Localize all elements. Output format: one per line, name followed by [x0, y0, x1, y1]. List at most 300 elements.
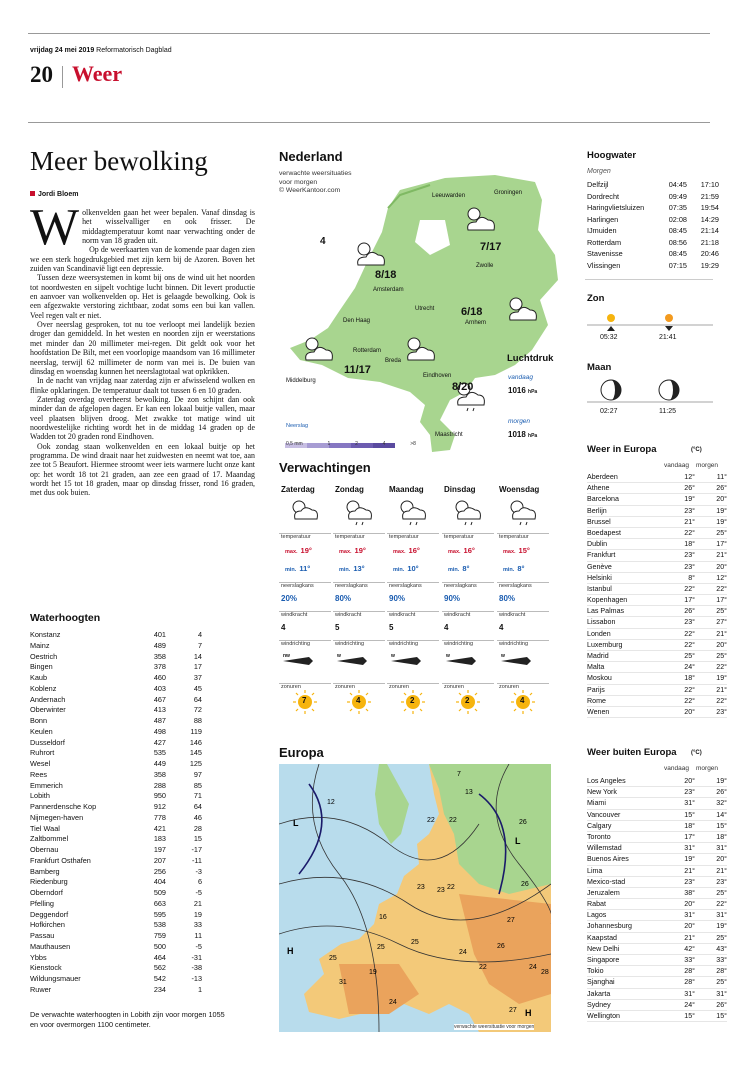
dropcap: W: [30, 199, 80, 256]
table-cell: IJmuiden: [587, 226, 617, 235]
richting-label: windrichting: [335, 641, 365, 647]
table-cell: 19:29: [700, 260, 719, 270]
table-row: [587, 798, 727, 809]
zon-label: zonuren: [281, 684, 301, 690]
table-row: [30, 716, 202, 727]
table-cell: Berlijn: [587, 506, 607, 515]
table-cell: -5: [195, 888, 202, 897]
table-row: [587, 821, 727, 832]
table-row: [587, 832, 727, 843]
table-cell: 467: [153, 694, 166, 704]
article-paragraph: olkenvelden gaan het weer bepalen. Vanaf dinsdag is het wisselvalliger en ook frisser. De middagtemperatuur komt naar verwachting onder de norm van 18 graden uit.: [82, 208, 255, 246]
temp-southwest: 11/17: [344, 364, 371, 376]
sunrise-icon: [607, 314, 615, 322]
table-cell: 17°: [684, 596, 695, 605]
table-cell: 32°: [716, 799, 727, 808]
table-cell: 19°: [716, 506, 727, 515]
table-cell: 17:10: [700, 180, 719, 189]
table-cell: Passau: [30, 931, 55, 940]
table-row: [30, 630, 202, 641]
section-title: Weer: [72, 61, 123, 86]
forecast-icon: [387, 497, 439, 531]
table-cell: Nijmegen-haven: [30, 812, 84, 822]
table-cell: 24°: [684, 1000, 695, 1009]
table-cell: 498: [153, 726, 166, 736]
table-row: [30, 748, 202, 759]
table-cell: 25°: [716, 607, 727, 616]
table-cell: 950: [153, 791, 166, 801]
table-cell: -11: [191, 855, 202, 865]
temp-amsterdam: 8/18: [375, 269, 397, 281]
forecast-day-name: Maandag: [389, 485, 424, 494]
europe-temp-label: 31: [339, 979, 347, 986]
table-cell: 26°: [716, 788, 727, 797]
table-cell: New York: [587, 788, 617, 797]
table-cell: Calgary: [587, 821, 612, 830]
table-cell: Willemstad: [587, 844, 622, 853]
forecast-kans: 90%: [389, 594, 406, 603]
table-row: [587, 179, 727, 191]
forecast-wind: 4: [444, 623, 449, 632]
table-cell: Parijs: [587, 685, 605, 694]
table-cell: 20:46: [700, 249, 719, 258]
table-cell: 912: [153, 802, 166, 811]
table-row: [30, 845, 202, 856]
kans-label: neerslagkans: [444, 583, 477, 589]
table-cell: Brussel: [587, 517, 611, 526]
table-cell: 26°: [684, 607, 695, 616]
table-row: [587, 595, 727, 606]
luchtdruk-vandaag: 1016 hPa: [508, 386, 538, 395]
luchtdruk-morgen-label: morgen: [508, 418, 531, 425]
europe-temp-label: 26: [497, 943, 505, 950]
table-cell: 37: [193, 673, 202, 682]
nederland-subtitle: verwachte weersituaties voor morgen © WeerKantoor.com: [279, 170, 352, 194]
europe-temp-label: 23: [437, 887, 445, 894]
wind-label: windkracht: [499, 612, 526, 618]
table-cell: 401: [153, 630, 166, 639]
table-cell: 358: [153, 769, 166, 779]
richting-label: windrichting: [444, 641, 474, 647]
europe-map: [279, 764, 551, 1032]
table-cell: 21°: [716, 866, 727, 875]
table-cell: 26°: [684, 484, 695, 493]
page-dateline: vrijdag 24 mei 2019 Reformatorisch Dagblad: [30, 47, 172, 54]
article-paragraph: Tussen deze weersystemen in komt bij ons de wind uit het noorden tot noordwesten en sijpelt vochtige lucht binnen. Dit levert productie en aanvoer van wolkenvelden op. Het is gelaagde bewolking. Ook is een afgezwakte verstoring zichtbaar, zodat soms een bui kan vallen. Veel regen valt er niet.: [30, 273, 255, 320]
table-cell: 20°: [684, 900, 695, 909]
table-cell: 11: [194, 931, 202, 940]
rain-cloud-icon: [393, 497, 433, 527]
table-cell: Moskou: [587, 674, 612, 683]
table-cell: 07:15: [668, 260, 687, 270]
table-cell: Jeruzalem: [587, 888, 620, 897]
europe-temp-label: 19: [369, 969, 377, 976]
table-cell: 31°: [716, 911, 727, 920]
europa-col-morgen: morgen: [696, 462, 719, 469]
table-row: [30, 759, 202, 770]
table-cell: 22°: [716, 663, 727, 672]
verwachtingen-title: Verwachtingen: [279, 460, 371, 475]
table-row: [30, 684, 202, 695]
table-row: [587, 640, 727, 651]
table-cell: 21:59: [700, 191, 719, 201]
table-cell: -5: [195, 941, 202, 951]
table-row: [587, 260, 727, 272]
table-cell: Emmerich: [30, 780, 63, 790]
table-row: [587, 573, 727, 584]
table-cell: Barcelona: [587, 495, 619, 504]
europe-temp-label: 7: [457, 771, 461, 778]
table-cell: 07:35: [668, 203, 687, 212]
table-cell: 23°: [684, 506, 695, 515]
table-row: [587, 1011, 727, 1022]
table-cell: 02:08: [668, 214, 687, 224]
table-row: [587, 866, 727, 877]
table-cell: Tokio: [587, 967, 604, 976]
kans-label: neerslagkans: [281, 583, 314, 589]
table-cell: 358: [153, 651, 166, 661]
table-cell: 46: [193, 812, 202, 822]
table-cell: 17: [193, 662, 202, 672]
table-cell: 14:29: [700, 214, 719, 224]
table-cell: 31°: [684, 844, 695, 853]
richting-label: windrichting: [389, 641, 419, 647]
forecast-kans: 80%: [499, 594, 516, 603]
top-rule: [28, 33, 710, 34]
table-cell: Ybbs: [30, 952, 47, 962]
forecast-kans: 20%: [281, 594, 298, 603]
table-cell: Keulen: [30, 726, 53, 736]
table-cell: Deggendorf: [30, 909, 69, 919]
table-row: [587, 787, 727, 798]
sun-cloud-icon: [285, 497, 325, 527]
forecast-wind: 4: [281, 623, 286, 632]
city-amsterdam: Amsterdam: [373, 287, 404, 293]
table-row: [587, 899, 727, 910]
europe-temp-label: 24: [459, 949, 467, 956]
europe-temp-label: 22: [427, 817, 435, 824]
europe-temp-label: 16: [379, 914, 387, 921]
table-cell: Ruhrort: [30, 748, 55, 758]
temp-label: temperatuur: [499, 534, 529, 540]
table-cell: Lobith: [30, 791, 50, 801]
table-cell: Obernau: [30, 845, 59, 854]
table-cell: Riedenburg: [30, 877, 68, 887]
table-cell: 464: [153, 952, 166, 962]
table-row: [30, 791, 202, 802]
table-cell: Johannesburg: [587, 922, 632, 931]
table-cell: Genève: [587, 562, 612, 571]
europe-temp-label: 27: [509, 1007, 517, 1014]
table-cell: 197: [153, 845, 166, 854]
table-cell: Andernach: [30, 694, 66, 704]
table-row: [587, 662, 727, 673]
table-cell: 23°: [684, 618, 695, 627]
buiten-col-morgen: morgen: [696, 765, 719, 772]
table-row: [587, 854, 727, 865]
rain-cloud-icon: [339, 497, 379, 527]
table-cell: 31°: [684, 911, 695, 920]
moonrise-time: 02:27: [600, 408, 618, 415]
wind-label: windkracht: [444, 612, 471, 618]
europa-col-vandaag: vandaag: [664, 462, 689, 469]
table-cell: Ruwer: [30, 984, 52, 994]
waterhoogten-table: [30, 630, 202, 996]
table-cell: Konstanz: [30, 630, 61, 639]
table-cell: 146: [189, 737, 202, 747]
article-paragraph: Ook zondag staan wolkenvelden en een lokaal buitje op het programma. De wind draait naar het zuidwesten en neemt wat toe, aan zee tot 5 Beaufort. Hiermee stroomt weer iets warmere lucht onze kant op: het wordt 18 tot 21 graden, aan zee een graad of 17. Maandag wordt het 15 tot 18 graden, maar op dinsdag frisser, rond 16 graden, met dus ook buien.: [30, 441, 255, 498]
table-cell: Frankfurt Osthafen: [30, 855, 91, 865]
table-cell: Vancouver: [587, 810, 621, 819]
table-row: [30, 834, 202, 845]
table-cell: Kaapstad: [587, 933, 617, 942]
table-cell: 1: [197, 984, 202, 994]
table-cell: 45: [193, 683, 202, 693]
sun-hours-icon: 2: [442, 690, 494, 716]
table-cell: Tiel Waal: [30, 823, 60, 833]
table-row: [587, 977, 727, 988]
table-cell: Vlissingen: [587, 260, 621, 270]
table-cell: 33: [193, 920, 202, 930]
table-cell: 31°: [716, 844, 727, 853]
table-cell: 256: [153, 866, 166, 876]
table-cell: 23°: [716, 707, 727, 716]
city-utrecht: Utrecht: [415, 306, 435, 312]
richting-label: windrichting: [281, 641, 311, 647]
table-row: [30, 802, 202, 813]
table-row: [587, 248, 727, 260]
table-cell: -38: [191, 963, 202, 973]
table-cell: 487: [153, 716, 166, 725]
wind-arrow-icon: w: [442, 647, 494, 677]
table-cell: 22°: [684, 584, 695, 593]
table-cell: Hofkirchen: [30, 920, 65, 930]
table-row: [587, 494, 727, 505]
forecast-day: [442, 483, 494, 733]
table-cell: 26°: [716, 1000, 727, 1009]
table-cell: 08:45: [668, 249, 687, 258]
table-cell: 460: [153, 673, 166, 682]
table-cell: Kopenhagen: [587, 596, 628, 605]
table-cell: 15°: [684, 810, 695, 819]
table-cell: 22°: [684, 696, 695, 705]
table-cell: Wildungsmauer: [30, 974, 81, 983]
table-row: [30, 813, 202, 824]
forecast-max: max. 19°: [285, 546, 312, 555]
city-zwolle: Zwolle: [476, 263, 494, 269]
table-row: [587, 237, 727, 249]
table-row: [587, 707, 727, 718]
city-middelburg: Middelburg: [286, 378, 316, 384]
forecast-day: [387, 483, 439, 733]
table-cell: 23°: [716, 877, 727, 886]
table-cell: 125: [189, 759, 202, 768]
table-cell: 17°: [716, 596, 727, 605]
table-row: [587, 539, 727, 550]
table-row: [587, 550, 727, 561]
table-cell: 25°: [684, 652, 695, 660]
table-cell: 21:14: [700, 226, 719, 235]
table-cell: 88: [193, 716, 202, 725]
table-cell: 183: [153, 834, 166, 844]
table-cell: 18°: [684, 540, 695, 549]
table-cell: 23°: [684, 562, 695, 571]
table-cell: 119: [190, 726, 202, 736]
wind-force: 4: [320, 236, 326, 247]
table-cell: Madrid: [587, 652, 609, 660]
table-cell: Singapore: [587, 956, 620, 964]
table-cell: 19°: [716, 517, 727, 526]
table-cell: 25°: [716, 933, 727, 942]
table-cell: 33°: [684, 956, 695, 964]
kans-label: neerslagkans: [335, 583, 368, 589]
table-cell: Haringvlietsluizen: [587, 203, 645, 212]
table-row: [30, 856, 202, 867]
table-row: [587, 955, 727, 966]
table-cell: 595: [153, 909, 166, 919]
table-cell: 04:45: [668, 180, 687, 189]
table-row: [30, 867, 202, 878]
sunset-icon: [665, 314, 673, 322]
table-cell: -31: [191, 952, 202, 962]
table-row: [30, 888, 202, 899]
luchtdruk-morgen: 1018 hPa: [508, 430, 538, 439]
table-cell: 08:56: [668, 237, 687, 247]
table-row: [30, 673, 202, 684]
luchtdruk-title: Luchtdruk: [507, 353, 554, 364]
table-cell: Lagos: [587, 911, 607, 920]
divider: [585, 279, 713, 280]
table-cell: 19°: [684, 495, 695, 504]
city-maastricht: Maastricht: [435, 432, 463, 438]
table-cell: 27°: [716, 618, 727, 627]
europa-title: Europa: [279, 745, 324, 760]
europe-temp-label: 23: [417, 884, 425, 891]
table-cell: Las Palmas: [587, 607, 625, 616]
table-cell: Londen: [587, 629, 611, 638]
europa-tabel-title: Weer in Europa: [587, 444, 657, 455]
table-cell: 14°: [716, 810, 727, 819]
forecast-max: max. 15°: [503, 546, 530, 555]
forecast-icon: [497, 497, 549, 531]
table-cell: 20°: [716, 640, 727, 649]
table-cell: 421: [153, 823, 166, 833]
europe-temp-label: 24: [529, 964, 537, 971]
table-row: [30, 931, 202, 942]
table-cell: 28: [193, 823, 202, 833]
europe-temp-label: 26: [521, 881, 529, 888]
city-groningen: Groningen: [494, 190, 523, 196]
table-cell: 21°: [716, 551, 727, 560]
city-eindhoven: Eindhoven: [423, 373, 452, 379]
table-row: [587, 810, 727, 821]
europe-credit: verwachte weersituatie voor morgen: [454, 1024, 535, 1030]
forecast-icon: [279, 497, 331, 531]
table-cell: 18°: [684, 821, 695, 830]
table-cell: 15°: [716, 821, 727, 830]
wind-arrow-icon: nw: [279, 647, 331, 677]
table-row: [587, 888, 727, 899]
table-cell: 09:49: [668, 191, 687, 201]
table-cell: Miami: [587, 799, 606, 808]
temp-label: temperatuur: [389, 534, 419, 540]
wind-arrow-icon: w: [387, 647, 439, 677]
table-cell: Rees: [30, 769, 48, 779]
zon-label: zonuren: [444, 684, 464, 690]
table-row: [30, 705, 202, 716]
zon-title: Zon: [587, 293, 605, 304]
forecast-min: min. 8°: [503, 564, 525, 573]
europe-temp-label: 24: [389, 999, 397, 1006]
wind-label: windkracht: [389, 612, 416, 618]
table-cell: 22°: [716, 696, 727, 705]
sun-hours-icon: 7: [279, 690, 331, 716]
zon-label: zonuren: [335, 684, 355, 690]
table-cell: Wesel: [30, 759, 51, 768]
table-row: [587, 933, 727, 944]
high-pressure-east: H: [525, 1008, 532, 1018]
europe-temp-label: 25: [377, 944, 385, 951]
table-cell: 71: [193, 791, 202, 801]
table-row: [587, 696, 727, 707]
table-row: [30, 953, 202, 964]
table-row: [587, 191, 727, 203]
table-row: [30, 770, 202, 781]
table-cell: 15°: [716, 1011, 727, 1020]
table-row: [587, 225, 727, 237]
table-cell: 413: [153, 705, 166, 715]
table-cell: Athene: [587, 484, 610, 493]
table-row: [587, 966, 727, 977]
table-cell: Bamberg: [30, 866, 60, 876]
table-cell: 25°: [716, 888, 727, 897]
article-paragraph: Zaterdag overdag overheerst bewolking. De zon schijnt dan ook minder dan de afgelopen dagen. Er kan een lokaal buitje vallen, maar veel plaatsen blijven droog. Met zwakke tot matige wind uit noordwestelijke richting wordt het in de middag 14 graden op de Wadden tot 20 graden rond Eindhoven.: [30, 394, 255, 442]
temp-north: 7/17: [480, 241, 502, 253]
table-cell: Sjanghai: [587, 978, 615, 987]
zon-graphic: [587, 312, 713, 332]
header-divider: [62, 66, 63, 88]
table-cell: 31°: [684, 989, 695, 998]
hoogwater-sub: Morgen: [587, 168, 611, 175]
wind-label: windkracht: [281, 612, 308, 618]
table-row: [587, 214, 727, 226]
table-cell: 509: [153, 888, 166, 897]
table-row: [587, 584, 727, 595]
article-paragraph: Over neerslag gesproken, tot nu toe verloopt mei landelijk bezien droger dan gemiddeld. In het westen en noorden zijn er weerstations met minder dan 20 millimeter mei-regen. Dit geldt ook voor het hoofdstation De Bilt, met een voorlopige maandsom van 16 millimeter neerslag, terwijl 62 millimeter de norm van mei is. De buien van dinsdag en woensdag kunnen het neerslagtotaal wat opkrikken.: [30, 320, 255, 376]
forecast-min: min. 11°: [285, 564, 311, 573]
table-cell: Sydney: [587, 1000, 611, 1009]
table-cell: -13: [191, 974, 202, 983]
table-cell: Wellington: [587, 1011, 620, 1020]
sunrise-time: 05:32: [600, 334, 618, 341]
table-cell: 378: [153, 662, 166, 672]
table-cell: -17: [191, 845, 202, 854]
table-cell: 28°: [684, 967, 695, 976]
table-cell: 20°: [716, 562, 727, 571]
rain-cloud-icon: [448, 497, 488, 527]
table-row: [587, 910, 727, 921]
table-cell: 145: [189, 748, 202, 758]
table-cell: 403: [153, 683, 166, 693]
europe-temp-label: 25: [411, 939, 419, 946]
table-cell: 19: [193, 909, 202, 919]
table-cell: Istanbul: [587, 584, 612, 593]
article-headline: Meer bewolking: [30, 146, 208, 176]
table-cell: 427: [153, 737, 166, 747]
table-cell: Stavenisse: [587, 249, 623, 258]
europa-tabel-unit: (°C): [691, 447, 702, 453]
low-pressure-east: L: [515, 836, 521, 846]
